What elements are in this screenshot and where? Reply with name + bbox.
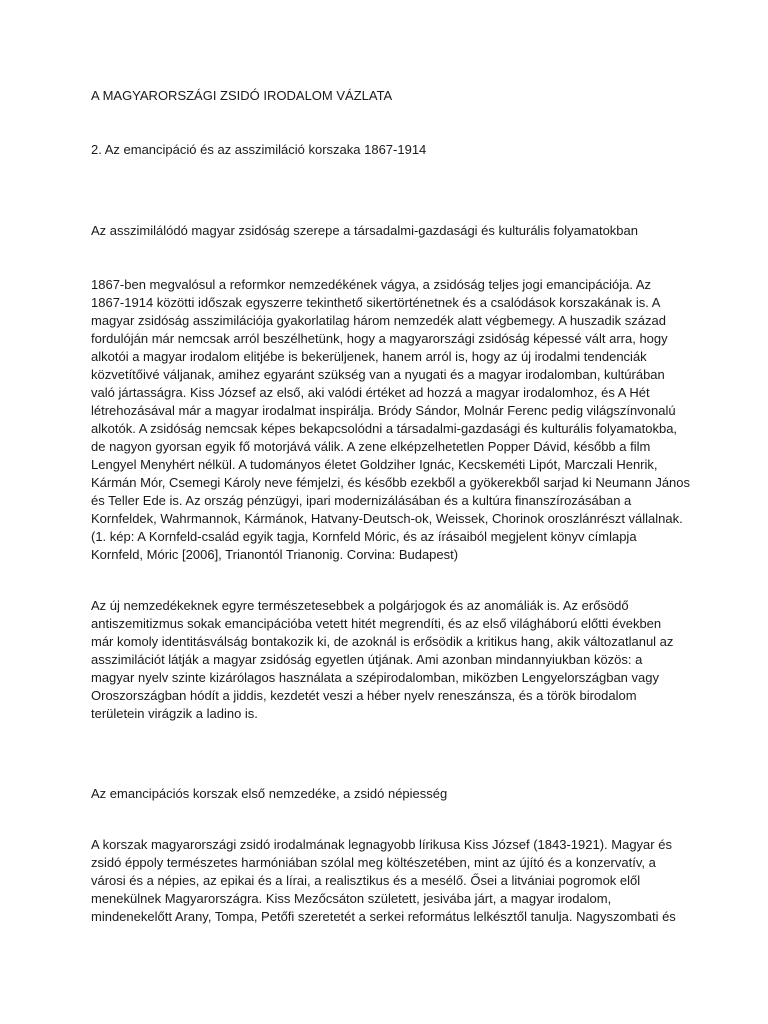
paragraph-line: Az új nemzedékeknek egyre természetesebbek a polgárjogok és az anomáliák is. Az erősödő	[91, 598, 629, 613]
paragraph-line: Lengyel Menyhért nélkül. A tudományos életet Goldziher Ignác, Kecskeméti Lipót, Marczali Henrik,	[91, 457, 658, 472]
paragraph-line: közvetítőivé váljanak, amihez egyaránt szükség van a nyugati és a magyar irodalomban, kultúrában	[91, 367, 665, 382]
paragraph-line: magyar zsidóság asszimilációja gyakorlatilag három nemzedék alatt végbemegy. A huszadik század	[91, 313, 666, 328]
paragraph-line: való jártasságra. Kiss József az első, aki valódi értéket ad hozzá a magyar irodalomhoz, és A Hét	[91, 385, 650, 400]
paragraph-line: zsidó éppoly természetes harmóniában szólal meg költészetében, mint az újító és a konzervatív, a	[91, 855, 656, 870]
section-heading-first-generation: Az emancipációs korszak első nemzedéke, a zsidó népiesség	[91, 786, 448, 801]
paragraph-line: alkotók. A zsidóság nemcsak képes bekapcsolódni a társadalmi-gazdasági és kulturális folyamatokba,	[91, 421, 678, 436]
paragraph-line: asszimilációt látják a magyar zsidóság egyetlen útjának. Ami azonban mindannyiukban közös: a	[91, 652, 643, 667]
paragraph-line: 1867-ben megvalósul a reformkor nemzedékének vágya, a zsidóság teljes jogi emancipációja. Az	[91, 277, 652, 292]
paragraph-line: de nagyon gyorsan egyik fő motorjává válik. A zene elképzelhetetlen Popper Dávid, később a film	[91, 439, 651, 454]
paragraph-line: (1. kép: A Kornfeld-család egyik tagja, Kornfeld Móric, és az írásaiból megjelent könyv címlapja	[91, 529, 637, 544]
paragraph-line: területein virágzik a ladino is.	[91, 706, 258, 721]
paragraph-line: 1867-1914 közötti időszak egyszerre tekinthető sikertörténetnek és a csalódások korszakának is. A	[91, 295, 661, 310]
paragraph-kiss-jozsef	[91, 836, 691, 926]
paragraph-line: már komoly identitásválság bontakozik ki, de azoknál is erősödik a kritikus hang, akik változatlanul az	[91, 634, 674, 649]
document-title: A MAGYARORSZÁGI ZSIDÓ IRODALOM VÁZLATA	[91, 88, 393, 103]
paragraph-line: és Teller Ede is. Az ország pénzügyi, ipari modernizálásában és a kultúra finanszírozásában a	[91, 493, 632, 508]
paragraph-new-generations	[91, 597, 691, 723]
paragraph-line: magyar nyelv szinte kizárólagos használata a szépirodalomban, miközben Lengyelországban vagy	[91, 670, 659, 685]
paragraph-line: Oroszországban hódít a jiddis, kezdetét veszi a héber nyelv reneszánsza, és a török birodalom	[91, 688, 637, 703]
chapter-heading: 2. Az emancipáció és az asszimiláció korszaka 1867-1914	[91, 142, 427, 157]
paragraph-emancipation	[91, 276, 691, 564]
paragraph-line: Kornfeldek, Wahrmannok, Kármánok, Hatvany-Deutsch-ok, Weissek, Chorinok oroszlánrészt vállalnak.	[91, 511, 683, 526]
paragraph-line: antiszemitizmus sokak emancipációba vetett hitét megrendíti, és az első világháború előtti években	[91, 616, 662, 631]
paragraph-line: menekülnek Magyarországra. Kiss Mezőcsáton született, jesivába járt, a magyar irodalom,	[91, 891, 612, 906]
paragraph-line: létrehozásával már a magyar irodalmat inspirálja. Bródy Sándor, Molnár Ferenc pedig világszínvonalú	[91, 403, 676, 418]
paragraph-line: Kármán Mór, Csemegi Károly neve fémjelzi, és később ezekből a gyökerekből sarjad ki Neumann János	[91, 475, 691, 490]
paragraph-line: Kornfeld, Móric [2006], Trianontól Trianonig. Corvina: Budapest)	[91, 547, 459, 562]
paragraph-line: mindenekelőtt Arany, Tompa, Petőfi szeretetét a serkei református lelkésztől tanulja. Nagyszombati és	[91, 909, 676, 924]
paragraph-line: alkotói a magyar irodalom elitjébe is bekerüljenek, hanem arról is, hogy az új irodalmi tendenciák	[91, 349, 647, 364]
paragraph-line: fordulóján már nemcsak arról beszélhetünk, hogy a magyarországi zsidóság képessé vált arra, hogy	[91, 331, 668, 346]
paragraph-line: városi és a népies, az epikai és a lírai, a realisztikus és a mesélő. Ősei a litvániai pogromok elől	[91, 873, 641, 888]
section-heading-assimilation: Az asszimilálódó magyar zsidóság szerepe a társadalmi-gazdasági és kulturális folyamatokban	[91, 223, 638, 238]
paragraph-line: A korszak magyarországi zsidó irodalmának legnagyobb lírikusa Kiss József (1843-1921). Magyar és	[91, 837, 672, 852]
